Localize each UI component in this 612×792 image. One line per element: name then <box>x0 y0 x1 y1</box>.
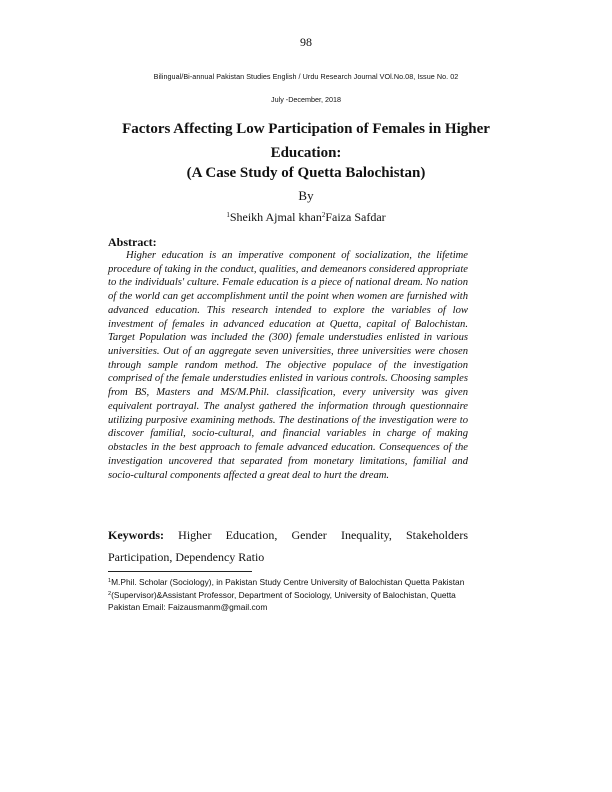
footnote-marker: 1 <box>108 578 112 584</box>
page-number: 98 <box>300 35 312 49</box>
author-marker: 1 <box>226 211 230 219</box>
footnote-text: (Supervisor)&Assistant Professor, Department of Sociology, University of Balochistan, Quetta Pakistan Email: Faizausmanm@gmail.com <box>108 590 456 613</box>
paper-subtitle: (A Case Study of Quetta Balochistan) <box>186 165 426 181</box>
byline-label: By <box>298 188 314 203</box>
author-list <box>0 210 612 225</box>
footnote-marker: 2 <box>108 591 112 598</box>
abstract-heading: Abstract: <box>108 235 157 249</box>
paper-title: Factors Affecting Low Participation of Females in Higher Education: <box>122 121 490 161</box>
footnote <box>108 575 488 588</box>
footnote <box>108 588 488 613</box>
issue-date: July -December, 2018 <box>271 95 341 104</box>
journal-header: Bilingual/Bi-annual Pakistan Studies English / Urdu Research Journal VOl.No.08, Issue No. 02 <box>153 72 459 81</box>
author-name: Sheikh Ajmal khan <box>229 210 322 224</box>
author-marker: 2 <box>321 211 326 219</box>
keywords-label: Keywords: <box>108 528 164 542</box>
author-name: Faiza Safdar <box>325 210 386 224</box>
footnote-text: M.Phil. Scholar (Sociology), in Pakistan Study Centre University of Balochistan Quetta Pakistan <box>111 577 465 587</box>
keywords-text: Higher Education, Gender Inequality, Stakeholders Participation, Dependency Ratio <box>108 528 468 564</box>
footnotes <box>108 575 488 614</box>
footnote-divider <box>108 571 252 572</box>
abstract-text: Higher education is an imperative component of socialization, the lifetime procedure of taking in the conduct, qualities, and demeanors considered appropriate to the individuals' culture. Female education is a piece of national dream. No nation of the world can get accomplishment until the point when women are furnished with advanced education. This research intended to explore the variables of low investment of females in advanced education at Quetta, capital of Balochistan. Target Population was included the (300) female understudies enlisted in various universities. Out of an aggregate seven universities, three universities were chosen through sample random method. The objective populace of the investigation comprised of the female understudies enlisted in various controls. Choosing samples from BS, Masters and MS/M.Phil. classification, every university was given equivalent portrayal. The analyst gathered the information through questionnaire utilizing purposive examining methods. The destinations of the investigation were to discover familial, socio-cultural, and financial variables in charge of making obstacles in the best approach to female advanced education. Consequences of the investigation uncovered that separated from monetary limitations, familial and socio-cultural components affected a great deal to hurt the dream. <box>108 250 468 481</box>
keywords <box>108 524 468 568</box>
